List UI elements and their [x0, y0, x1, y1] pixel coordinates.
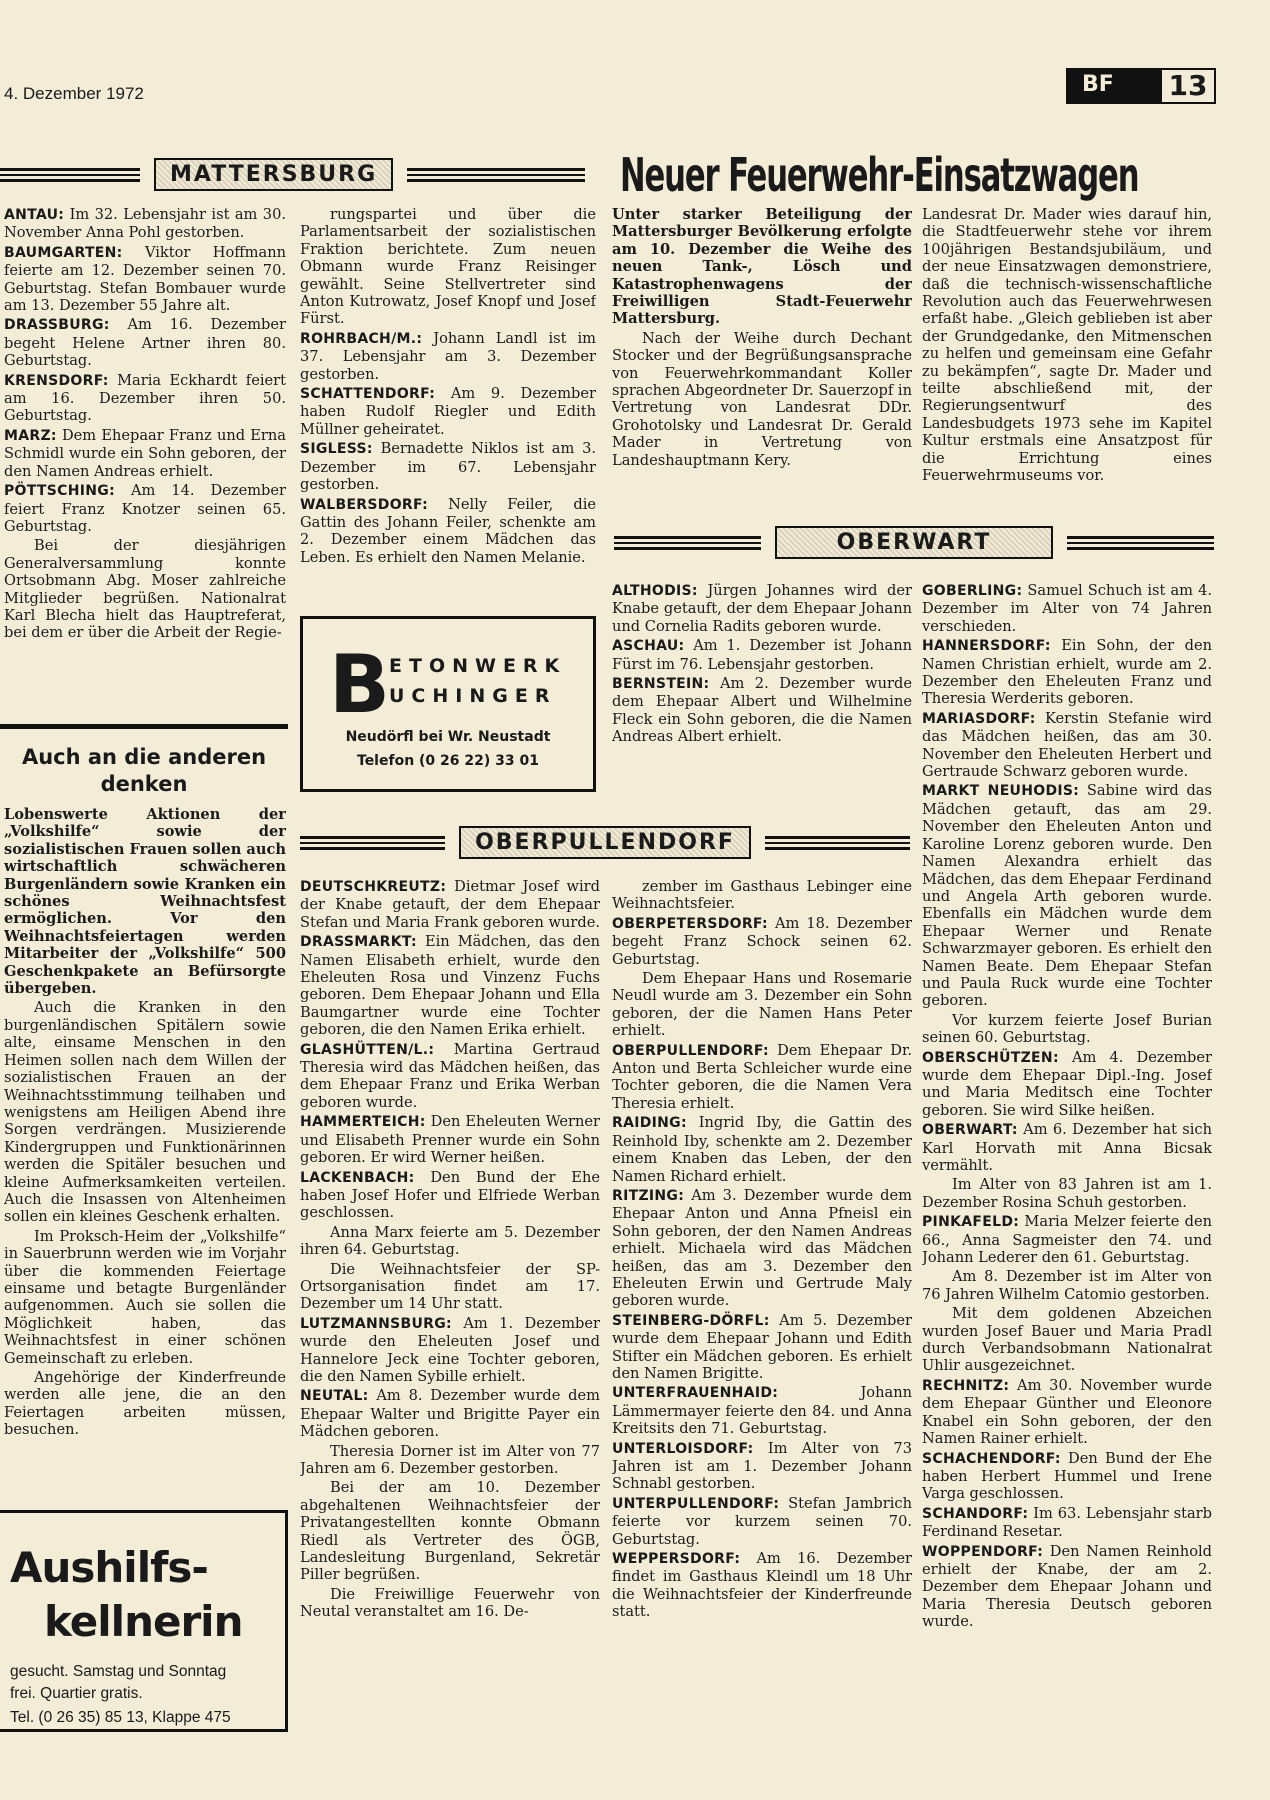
- news-item: [300, 385, 596, 438]
- news-item: [300, 1113, 600, 1166]
- item-text: Stefan Jambrich feierte vor kurzem seinen 70. Geburtstag.: [612, 1494, 912, 1548]
- place-name: HANNERSDORF:: [922, 638, 1051, 655]
- news-item: [612, 1440, 912, 1493]
- ad-kellnerin: [0, 1510, 288, 1732]
- side-article-paragraph: Angehörige der Kinderfreunde werden alle jene, die an den Feiertagen arbeiten müssen, besuchen.: [4, 1369, 286, 1439]
- item-text: Mit dem goldenen Abzeichen wurden Josef Bauer und Maria Pradl durch Verbandsobmann Nationalrat Uhlir ausgezeichnet.: [922, 1305, 1212, 1375]
- ad-phone: Telefon (0 26 22) 33 01: [357, 753, 539, 769]
- item-text: Bernadette Niklos ist am 3. Dezember im 67. Lebensjahr gestorben.: [300, 440, 596, 494]
- feuerwehr-paragraph-2: Landesrat Dr. Mader wies darauf hin, die Stadtfeuerwehr stehe vor ihrem 100jährigen Bestandsjubiläum, und der neue Einsatzwagen demonstriere, daß die technisch-wissenschaftliche Revolution auch das Feuerwehrwesen erfaßt habe. „Gleich geblieben ist aber der Grundgedanke, den Mitmenschen zu helfen und gemeinsam eine Gefahr zu bekämpfen“, sagte Dr. Mader und teilte abschließend mit, der Regierungsentwurf des Landesbudgets 1973 sehe im Kapitel Kultur erstmals eine Ansatzpost für die Errichtung eines Feuerwehrmuseums vor.: [922, 206, 1212, 485]
- item-text: Den Bund der Ehe haben Herbert Hummel und Irene Varga geschlossen.: [922, 1449, 1212, 1503]
- place-name: LACKENBACH:: [300, 1169, 415, 1186]
- feuerwehr-column-1: [612, 206, 912, 512]
- item-text: Maria Eckhardt feiert am 16. Dezember ihren 50. Geburtstag.: [4, 371, 286, 425]
- place-name: ROHRBACH/M.:: [300, 330, 423, 347]
- news-item: [612, 582, 912, 635]
- place-name: LUTZMANNSBURG:: [300, 1315, 452, 1332]
- news-item: [922, 1176, 1212, 1211]
- item-text: Am 8. Dezember ist im Alter von 76 Jahren Wilhelm Catomio gestorben.: [922, 1268, 1212, 1303]
- brand-label: BF: [1068, 70, 1162, 102]
- place-name: OBERPETERSDORF:: [612, 915, 768, 932]
- news-item: [300, 1041, 600, 1112]
- place-name: OBERWART:: [922, 1122, 1018, 1139]
- item-text: zember im Gasthaus Lebinger eine Weihnachtsfeier.: [612, 878, 912, 913]
- item-text: Am 8. Dezember wurde dem Ehepaar Walter und Brigitte Payer ein Mädchen geboren.: [300, 1387, 600, 1441]
- news-item: [4, 244, 286, 315]
- news-item: [922, 1377, 1212, 1448]
- news-item: [612, 1114, 912, 1185]
- item-text: Anna Marx feierte am 5. Dezember ihren 64. Geburtstag.: [300, 1223, 600, 1259]
- news-item: [922, 710, 1212, 781]
- place-name: SIGLESS:: [300, 441, 373, 458]
- news-item: [922, 637, 1212, 708]
- side-article-lead: Lobenswerte Aktionen der „Volkshilfe“ sowie der sozialistischen Frauen sollen auch wirtschaftlich schwächeren Burgenländern sowie Kranken ein schönes Weihnachtsfest ermöglichen. Vor den Weihnachtsfeiertagen werden Mitarbeiter der „Volkshilfe“ 500 Geschenkpakete an Befürsorgte übergeben.: [4, 806, 286, 998]
- rule-decoration: [1067, 536, 1214, 550]
- oberpullendorf-column-1: [300, 878, 600, 1754]
- news-item: [300, 1586, 600, 1621]
- item-text: Dem Ehepaar Hans und Rosemarie Neudl wurde am 3. Dezember ein Sohn geboren, der die Namen Hans Peter erhielt.: [612, 970, 912, 1040]
- place-name: SCHACHENDORF:: [922, 1450, 1061, 1467]
- item-text: Johann Landl ist im 37. Lebensjahr am 3. Dezember gestorben.: [300, 329, 596, 383]
- ad-title-1: Aushilfs-: [10, 1543, 208, 1592]
- place-name: WEPPERSDORF:: [612, 1551, 741, 1568]
- item-text: Dem Ehepaar Franz und Erna Schmidl wurde ein Sohn geboren, der den Namen Andreas erhielt.: [4, 426, 286, 480]
- place-name: OBERPULLENDORF:: [612, 1042, 769, 1059]
- rule-decoration: [407, 168, 585, 182]
- item-text: Am 6. Dezember hat sich Karl Horvath mit Anna Bicsak vermählt.: [922, 1121, 1212, 1174]
- place-name: DEUTSCHKREUTZ:: [300, 879, 447, 895]
- side-article-body: [4, 806, 286, 1496]
- place-name: UNTERFRAUENHAID:: [612, 1385, 779, 1402]
- item-text: Den Bund der Ehe haben Josef Hofer und Elfriede Werban geschlossen.: [300, 1168, 600, 1222]
- item-text: rungspartei und über die Parlamentsarbeit der sozialistischen Fraktion berichtete. Zum neuen Obmann wurde Franz Reisinger gewählt. Seine Stellvertreter sind Anton Kutrowatz, Josef Knopf und Josef Fürst.: [300, 206, 596, 328]
- item-text: Am 3. Dezember wurde dem Ehepaar Anton und Anna Pfneisl ein Sohn geboren, der den Namen Andreas erhielt. Michaela wird das Mädchen heißen, das am 3. Dezember den Eheleuten Erwin und Gertrude Maly geboren wurde.: [612, 1186, 912, 1310]
- news-item: [4, 206, 286, 242]
- place-name: SCHATTENDORF:: [300, 386, 436, 403]
- side-article-paragraph: Auch die Kranken in den burgenländischen Spitälern sowie alte, einsame Menschen in den Heimen sollen nach dem Willen der sozialistischen Frauen an der Weihnachtsstimmung teilhaben und wenigstens am Heiligen Abend ihre Sorgen verdrängen. Musizierende Kindergruppen und Funktionärinnen werden die Spitäler besuchen und kleine Aufmerksamkeiten verteilen. Auch die Insassen von Altenheimen sollen ein kleines Geschenk erhalten.: [4, 999, 286, 1226]
- oberwart-column-2: [922, 582, 1212, 1752]
- place-name: WALBERSDORF:: [300, 496, 428, 513]
- news-item: [922, 782, 1212, 1009]
- item-text: Im 63. Lebensjahr starb Ferdinand Resetar.: [922, 1504, 1212, 1541]
- place-name: BAUMGARTEN:: [4, 244, 123, 261]
- place-name: SCHANDORF:: [922, 1505, 1029, 1522]
- item-text: Am 5. Dezember wurde dem Ehepaar Johann und Edith Stifter ein Mädchen geboren. Es erhielt den Namen Brigitte.: [612, 1311, 912, 1382]
- item-text: Die Weihnachtsfeier der SP-Ortsorganisation findet am 17. Dezember um 14 Uhr statt.: [300, 1260, 600, 1313]
- news-item: [612, 1312, 912, 1383]
- item-text: Samuel Schuch ist am 4. Dezember im Alter von 74 Jahren verschieden.: [922, 582, 1212, 635]
- item-text: Am 16. Dezember begeht Helene Artner ihren 80. Geburtstag.: [4, 316, 286, 370]
- news-item: [612, 1384, 912, 1437]
- item-text: Den Namen Reinhold erhielt der Knabe, der am 2. Dezember dem Ehepaar Johann und Maria Theresia Deutsch geboren wurde.: [922, 1542, 1212, 1631]
- item-text: Am 9. Dezember haben Rudolf Riegler und Edith Müllner geheiratet.: [300, 385, 596, 438]
- item-text: Bei der am 10. Dezember abgehaltenen Weihnachtsfeier der Privatangestellten konnte Obmann Riedl als Vertreter des ÖGB, Landesleitung Burgenland, Sekretär Piller begrüßen.: [300, 1479, 600, 1584]
- issue-date: 4. Dezember 1972: [4, 84, 144, 103]
- ad-line-1: ETONWERK: [389, 655, 567, 677]
- news-item: [300, 1315, 600, 1386]
- item-text: Dietmar Josef wird der Knabe getauft, der dem Ehepaar Stefan und Maria Frank geboren wurde.: [300, 878, 600, 931]
- section-header-oberwart: [614, 526, 1214, 559]
- place-name: UNTERLOISDORF:: [612, 1440, 754, 1457]
- side-article-title: Auch an die anderen denken: [21, 745, 267, 796]
- item-text: Am 4. Dezember wurde dem Ehepaar Dipl.-Ing. Josef und Maria Meditsch eine Tochter geboren. Sie wird Silke heißen.: [922, 1048, 1212, 1119]
- item-text: Im 32. Lebensjahr ist am 30. November Anna Pohl gestorben.: [4, 206, 286, 242]
- rule-decoration: [765, 836, 910, 850]
- place-name: ANTAU:: [4, 207, 65, 223]
- news-item: [922, 1213, 1212, 1266]
- news-item: [922, 1505, 1212, 1541]
- section-header-oberpullendorf: [300, 826, 910, 859]
- news-item: [300, 1387, 600, 1440]
- item-text: Ingrid Iby, die Gattin des Reinhold Iby, schenkte am 2. Dezember einem Knaben das Leben, der den Namen Richard erhielt.: [612, 1114, 912, 1185]
- item-text: Am 16. Dezember findet im Gasthaus Kleindl um 18 Uhr die Weihnachtsfeier der Kinderfreunde statt.: [612, 1550, 912, 1621]
- item-text: Im Alter von 83 Jahren ist am 1. Dezember Rosina Schuh gestorben.: [922, 1176, 1212, 1211]
- place-name: DRASSMARKT:: [300, 934, 417, 951]
- news-item: [612, 1550, 912, 1621]
- place-name: RITZING:: [612, 1187, 685, 1204]
- place-name: PÖTTSCHING:: [4, 483, 115, 500]
- ad-address: Neudörfl bei Wr. Neustadt: [345, 729, 551, 745]
- news-item: [4, 482, 286, 535]
- section-header-mattersburg: [0, 158, 585, 191]
- news-item: [612, 675, 912, 746]
- place-name: RAIDING:: [612, 1115, 687, 1132]
- news-item: [300, 440, 596, 493]
- item-text: Im Alter von 73 Jahren ist am 1. Dezember Johann Schnabl gestorben.: [612, 1439, 912, 1493]
- item-text: Am 1. Dezember wurde den Eheleuten Josef und Hannelore Jeck eine Tochter geboren, die den Namen Sybille erhielt.: [300, 1314, 600, 1385]
- rule-decoration: [614, 536, 761, 550]
- news-item: [922, 1543, 1212, 1631]
- ad-text-2: frei. Quartier gratis.: [10, 1685, 143, 1702]
- page-number: 13: [1168, 69, 1208, 102]
- oberwart-column-1: [612, 582, 912, 802]
- news-item: [612, 970, 912, 1040]
- news-item: [300, 206, 596, 328]
- place-name: MARKT NEUHODIS:: [922, 783, 1080, 800]
- place-name: STEINBERG-DÖRFL:: [612, 1312, 770, 1329]
- news-item: [922, 582, 1212, 635]
- item-text: Johann Lämmermayer feierte den 84. und Anna Kreitsits den 71. Geburtstag.: [612, 1384, 912, 1438]
- news-item: [300, 878, 600, 931]
- ad-title-2: kellnerin: [44, 1597, 243, 1646]
- place-name: ASCHAU:: [612, 638, 685, 655]
- feuerwehr-paragraph-1: Nach der Weihe durch Dechant Stocker und der Begrüßungsansprache von Feuerwehrkommandant Koller sprachen Abgeordneter Dr. Sauerzopf in Vertretung von Landesrat DDr. Grohotolsky und Landesrat Dr. Gerald Mader in Vertretung von Landeshauptmann Kery.: [612, 329, 912, 469]
- place-name: GOBERLING:: [922, 583, 1023, 599]
- place-name: PINKAFELD:: [922, 1214, 1020, 1231]
- item-text: Dem Ehepaar Dr. Anton und Berta Schleicher wurde eine Tochter geboren, die die Namen Vera Theresia erhielt.: [612, 1041, 912, 1112]
- item-text: Am 14. Dezember feiert Franz Knotzer seinen 65. Geburtstag.: [4, 482, 286, 535]
- mattersburg-column-2: [300, 206, 596, 606]
- item-text: Viktor Hoffmann feierte am 12. Dezember seinen 70. Geburtstag. Stefan Bombauer wurde am 13. Dezember 55 Jahre alt.: [4, 243, 286, 315]
- news-item: [4, 372, 286, 425]
- news-item: [300, 1261, 600, 1313]
- rule-decoration: [300, 836, 445, 850]
- oberpullendorf-column-2: [612, 878, 912, 1754]
- place-name: HAMMERTEICH:: [300, 1114, 426, 1131]
- news-item: [4, 316, 286, 369]
- news-item: [300, 330, 596, 383]
- item-text: Martina Gertraud Theresia wird das Mädchen heißen, das dem Ehepaar Franz und Erika Werban geboren wurde.: [300, 1040, 600, 1111]
- ad-text-3: Tel. (0 26 35) 85 13, Klappe 475: [10, 1709, 231, 1726]
- news-item: [922, 1450, 1212, 1503]
- item-text: Kerstin Stefanie wird das Mädchen heißen, das am 30. November den Eheleuten Herbert und Gertraude Schwarz geboren wurde.: [922, 709, 1212, 781]
- place-name: DRASSBURG:: [4, 317, 110, 334]
- news-item: [612, 1495, 912, 1548]
- place-name: KRENSDORF:: [4, 372, 109, 389]
- item-text: Am 18. Dezember begeht Franz Schock seinen 62. Geburtstag.: [612, 914, 912, 968]
- place-name: MARIASDORF:: [922, 710, 1036, 727]
- news-item: [922, 1121, 1212, 1174]
- masthead-badge: [1066, 68, 1216, 104]
- place-name: WOPPENDORF:: [922, 1543, 1044, 1560]
- item-text: Bei der diesjährigen Generalversammlung konnte Ortsobmann Abg. Moser zahlreiche Mitglieder begrüßen. Nationalrat Karl Blecha hielt das Hauptreferat, bei dem er über die Arbeit der Regie-: [4, 537, 286, 642]
- item-text: Am 30. November wurde dem Ehepaar Günther und Eleonore Knabel ein Sohn geboren, der den Namen Rainer erhielt.: [922, 1376, 1212, 1448]
- news-item: [300, 1443, 600, 1478]
- item-text: Ein Mädchen, das den Namen Elisabeth erhielt, wurde den Eheleuten Rosa und Vinzenz Fuchs geboren. Dem Ehepaar Johann und Ella Baumgartner wurde eine Tochter geboren, die den Namen Erika erhielt.: [300, 933, 600, 1039]
- item-text: Am 1. Dezember ist Johann Fürst im 76. Lebensjahr gestorben.: [612, 637, 912, 673]
- news-item: [300, 1479, 600, 1583]
- item-text: Vor kurzem feierte Josef Burian seinen 60. Geburtstag.: [922, 1011, 1212, 1047]
- item-text: Nelly Feiler, die Gattin des Johann Feiler, schenkte am 2. Dezember einem Mädchen das Leben. Es erhielt den Namen Melanie.: [300, 495, 596, 566]
- item-text: Den Eheleuten Werner und Elisabeth Prenner wurde ein Sohn geboren. Er wird Werner heißen.: [300, 1113, 600, 1167]
- item-text: Die Freiwillige Feuerwehr von Neutal veranstaltet am 16. De-: [300, 1585, 600, 1621]
- place-name: RECHNITZ:: [922, 1377, 1010, 1394]
- ad-line-2: UCHINGER: [389, 685, 557, 707]
- place-name: UNTERPULLENDORF:: [612, 1495, 780, 1512]
- section-title-oberpullendorf: OBERPULLENDORF: [459, 826, 751, 859]
- news-item: [922, 1305, 1212, 1375]
- news-item: [612, 637, 912, 673]
- place-name: OBERSCHÜTZEN:: [922, 1049, 1059, 1066]
- news-item: [300, 496, 596, 567]
- news-item: [4, 427, 286, 480]
- news-item: [300, 1224, 600, 1259]
- ad-betonwerk: [300, 616, 596, 792]
- news-item: [922, 1049, 1212, 1120]
- ad-text-1: gesucht. Samstag und Sonntag: [10, 1663, 227, 1680]
- ad-initial-letter: B: [329, 638, 390, 731]
- section-title-mattersburg: MATTERSBURG: [154, 158, 393, 191]
- news-item: [612, 878, 912, 913]
- news-item: [612, 915, 912, 968]
- item-text: Ein Sohn, der den Namen Christian erhielt, wurde am 2. Dezember den Eheleuten Franz und Theresia Werderits geboren.: [922, 637, 1212, 708]
- side-article-paragraph: Im Proksch-Heim der „Volkshilfe“ in Sauerbrunn werden wie im Vorjahr über die kommenden Feiertage einsame und betagte Burgenländer aufgenommen. Auch sie sollen die Möglichkeit haben, das Weihnachtsfest in einer schönen Gemeinschaft zu erleben.: [4, 1227, 286, 1367]
- news-item: [4, 537, 286, 641]
- mattersburg-column-1: [4, 206, 286, 716]
- news-item: [922, 1012, 1212, 1047]
- rule-decoration: [0, 168, 140, 182]
- divider: [0, 724, 288, 729]
- item-text: Sabine wird das Mädchen getauft, das am 29. November den Eheleuten Anton und Karoline Lorenz geboren wurde. Den Namen Alexandra erhielt das Mädchen, das dem Ehepaar Ferdinand und Angela Arth geboren wurde. Ebenfalls ein Mädchen wurde dem Ehepaar Werner und Renate Schwarzmayer geboren. Es erhielt den Namen Beate. Dem Ehepaar Stefan und Paula Ruck wurde eine Tochter geboren.: [922, 782, 1212, 1010]
- item-text: Maria Melzer feierte den 66., Anna Sagmeister den 74. und Johann Lederer den 61. Geburtstag.: [922, 1213, 1212, 1267]
- place-name: BERNSTEIN:: [612, 676, 710, 693]
- news-item: [922, 1268, 1212, 1303]
- news-item: [612, 1042, 912, 1113]
- place-name: ALTHODIS:: [612, 583, 698, 599]
- place-name: MARZ:: [4, 427, 57, 444]
- feuerwehr-lead: Unter starker Beteiligung der Mattersburger Bevölkerung erfolgte am 10. Dezember die Weihe des neuen Tank-, Lösch und Katastrophenwagens der Freiwilligen Stadt-Feuerwehr Mattersburg.: [612, 206, 912, 328]
- feuerwehr-column-2: [922, 206, 1212, 512]
- item-text: Jürgen Johannes wird der Knabe getauft, der dem Ehepaar Johann und Cornelia Radits geboren wurde.: [612, 582, 912, 635]
- item-text: Theresia Dorner ist im Alter von 77 Jahren am 6. Dezember gestorben.: [300, 1442, 600, 1477]
- headline-feuerwehr: Neuer Feuerwehr-Einsatzwagen: [620, 148, 1139, 202]
- news-item: [300, 1169, 600, 1222]
- place-name: GLASHÜTTEN/L.:: [300, 1041, 435, 1058]
- news-item: [612, 1187, 912, 1310]
- place-name: NEUTAL:: [300, 1388, 369, 1405]
- news-item: [300, 933, 600, 1038]
- section-title-oberwart: OBERWART: [775, 526, 1054, 559]
- item-text: Am 2. Dezember wurde dem Ehepaar Albert und Wilhelmine Fleck ein Sohn geboren, die die Namen Andreas Albert erhielt.: [612, 675, 912, 746]
